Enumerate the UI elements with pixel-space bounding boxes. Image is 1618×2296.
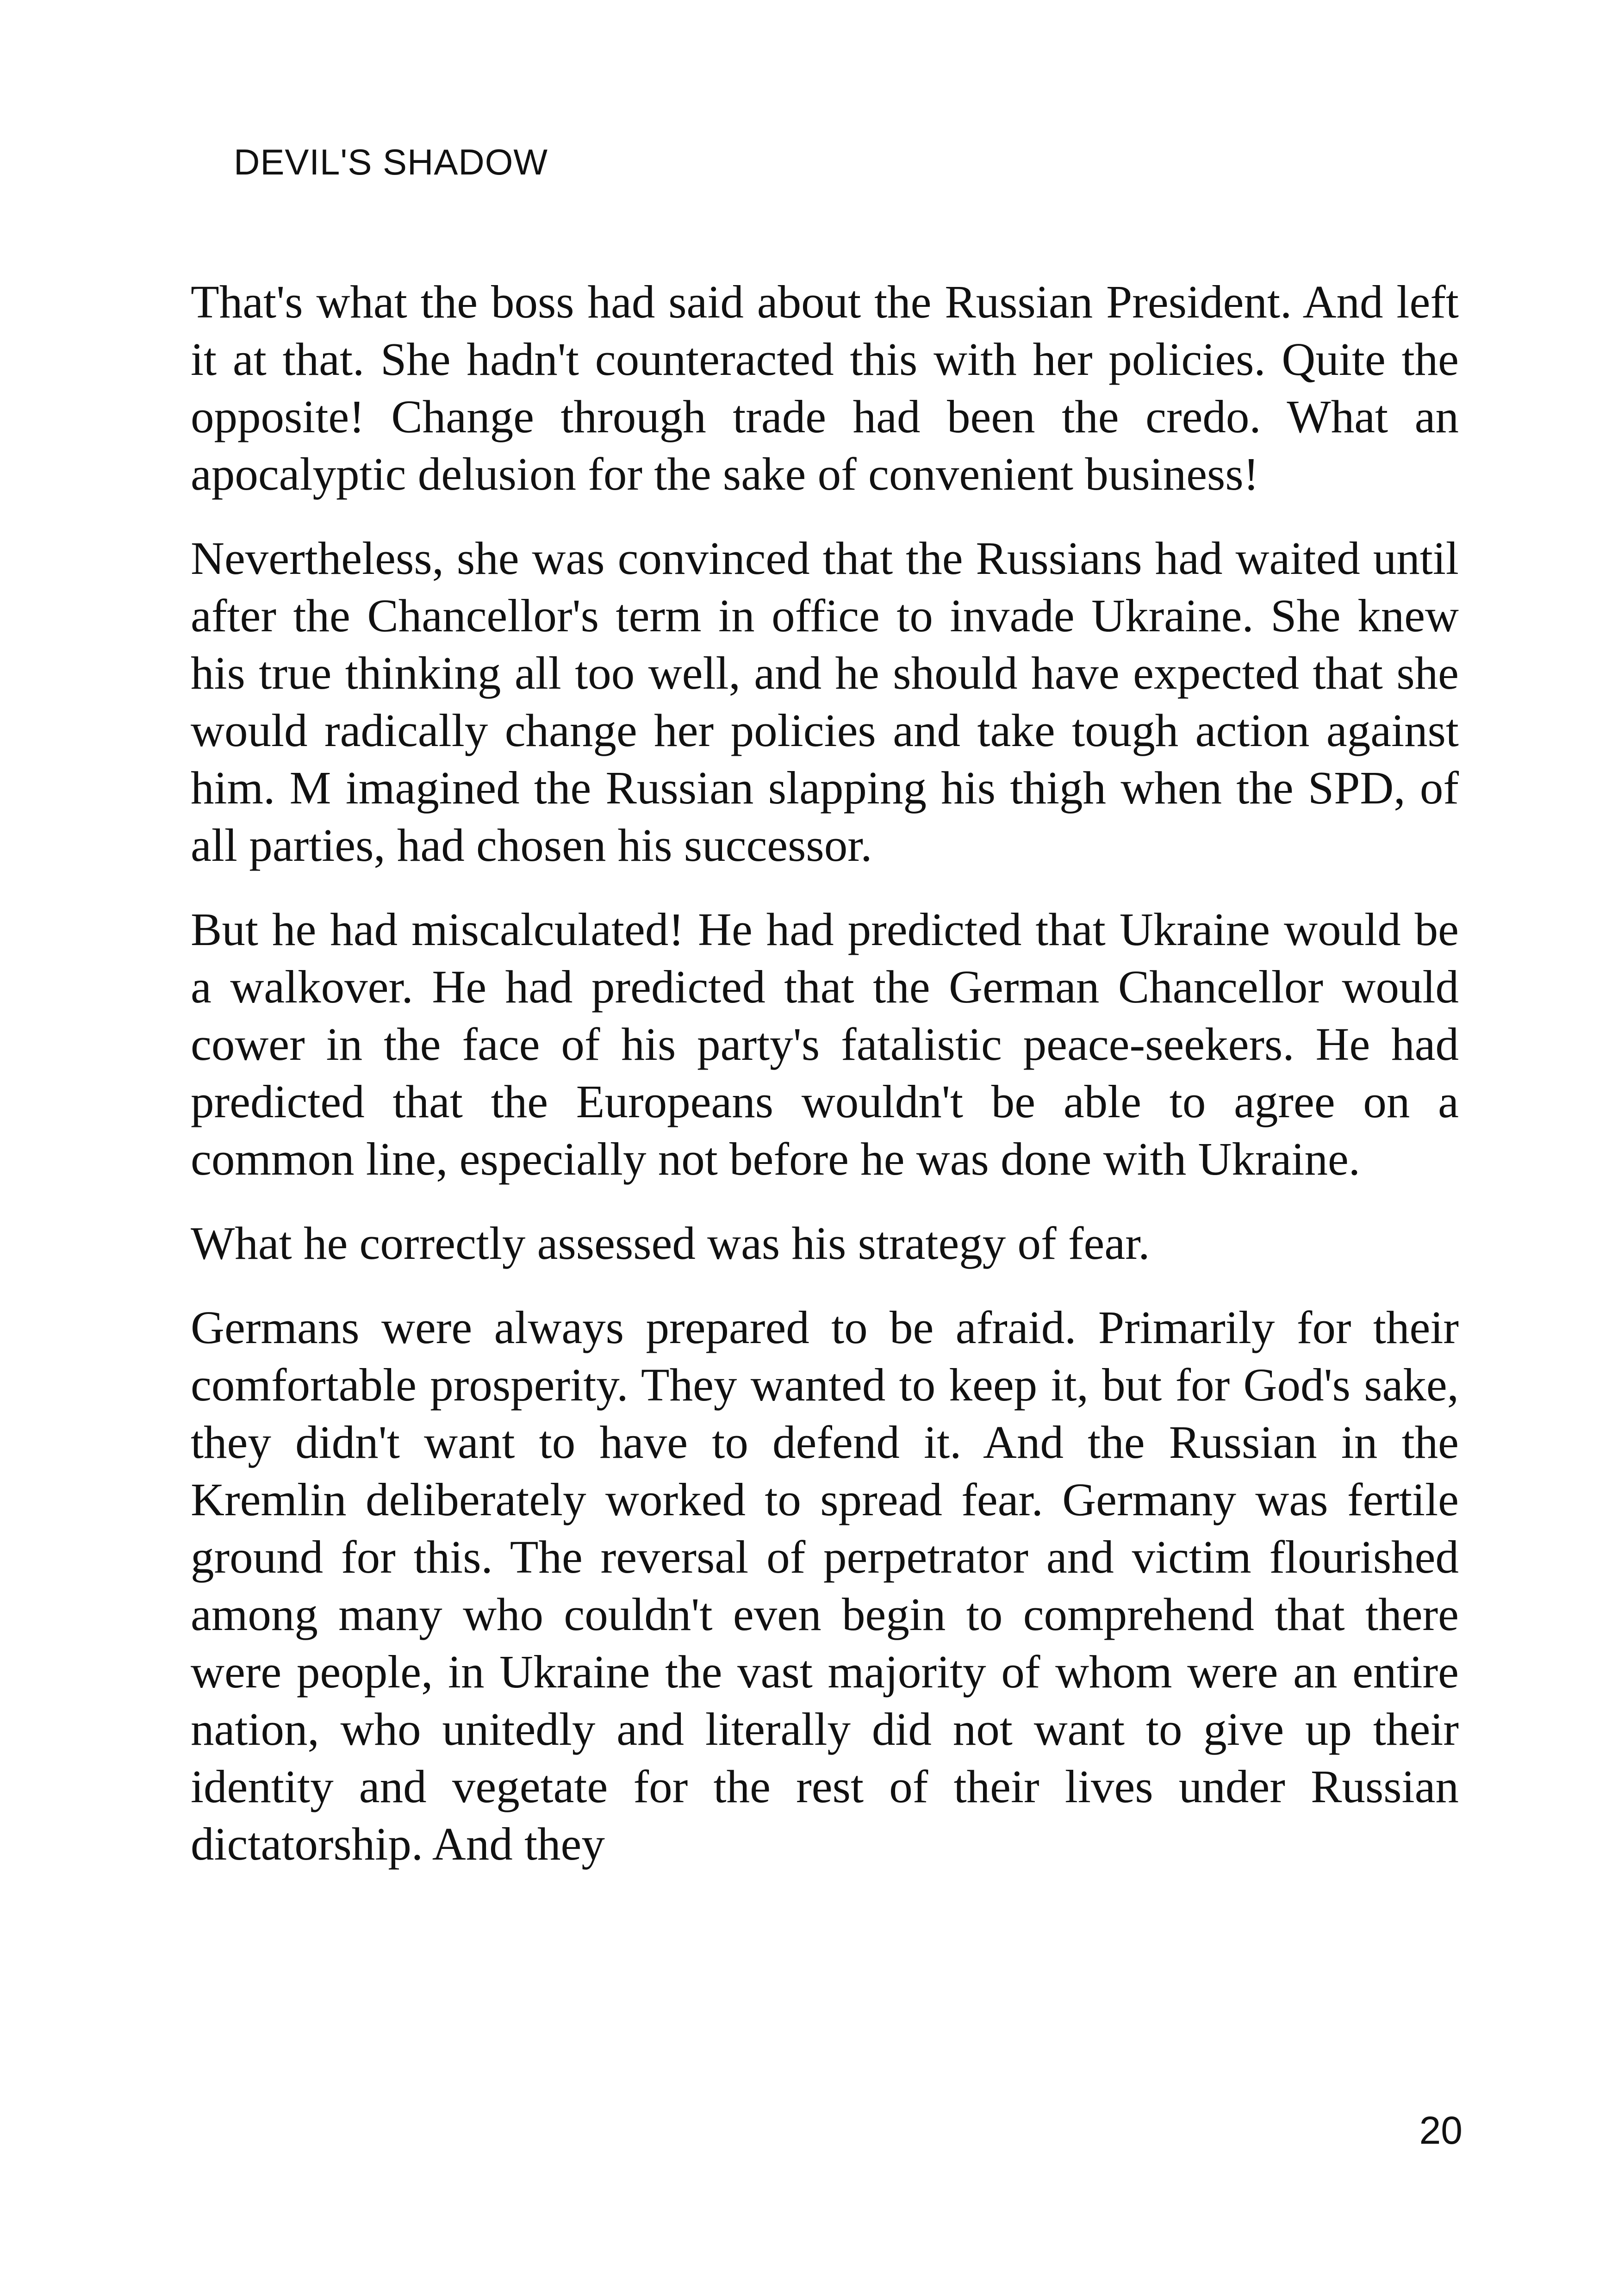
paragraph: That's what the boss had said about the Russian President. And left it at that. She hadn't counteracted this with her policies. Quite the opposite! Change through trade had been the credo. What an apocalyptic delusion for the sake of convenient business! [191,276,1459,500]
paragraph: Nevertheless, she was convinced that the Russians had waited until after the Chancellor's term in office to invade Ukraine. She knew his true thinking all too well, and he should have expected that she would radically change her policies and take tough action against him. M imagined the Russian slapping his thigh when the SPD, of all parties, had chosen his successor. [191,532,1459,871]
running-head: DEVIL'S SHADOW [234,142,548,182]
page-number: 20 [1419,2109,1462,2152]
body-text [191,273,1459,1899]
paragraph: Germans were always prepared to be afraid. Primarily for their comfortable prosperity. They wanted to keep it, but for God's sake, they didn't want to have to defend it. And the Russian in the Kremlin deliberately worked to spread fear. Germany was fertile ground for this. The reversal of perpetrator and victim flourished among many who couldn't even begin to comprehend that there were people, in Ukraine the vast majority of whom were an entire nation, who unitedly and literally did not want to give up their identity and vegetate for the rest of their lives under Russian dictatorship. And they [191,1301,1459,1870]
paragraph: What he correctly assessed was his strategy of fear. [191,1217,1150,1269]
paragraph: But he had miscalculated! He had predicted that Ukraine would be a walkover. He had predicted that the German Chancellor would cower in the face of his party's fatalistic peace-seekers. He had predicted that the Europeans wouldn't be able to agree on a common line, especially not before he was done with Ukraine. [191,903,1459,1185]
